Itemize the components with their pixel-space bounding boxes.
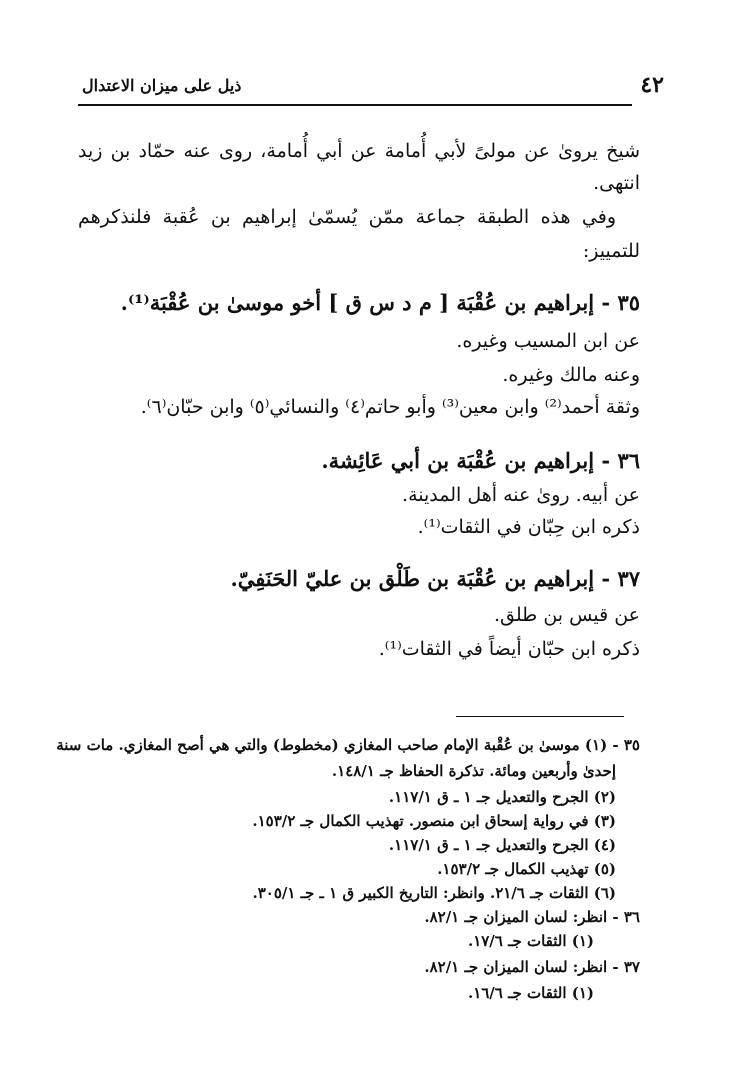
entry-36-line-2: ذكره ابن حِبّان في الثقات⁽¹⁾. [417, 516, 640, 538]
footnote-36: ٣٦ - انظر: لسان الميزان جـ ٨٢/١. [424, 908, 640, 926]
entry-35-line-3: وثقة أحمد⁽²⁾ وابن معين⁽³⁾ وأبو حاتم⁽٤⁾ والنسائي⁽٥⁾ وابن حبّان⁽٦⁾. [140, 396, 640, 418]
header-rule [78, 104, 632, 106]
footnote-35-6: (٦) الثقات جـ ٢١/٦. وانظر: التاريخ الكبير ق ١ ـ جـ ٣٠٥/١. [252, 884, 616, 902]
intro-line-2: انتهى. [593, 172, 640, 194]
entry-37-line-2: ذكره ابن حبّان أيضاً في الثقات⁽¹⁾. [378, 638, 640, 660]
footnote-35-4: (٤) الجرح والتعديل جـ ١ ـ ق ١١٧/١. [388, 836, 616, 854]
intro-line-4: للتمييز: [582, 240, 640, 262]
entry-37-heading: ٣٧ - إبراهيم بن عُقْبَة بن طَلْق بن عليّ الحَنَفِيّ. [230, 566, 640, 591]
entry-36-line-1: عن أبيه. روىٰ عنه أهل المدينة. [402, 484, 640, 506]
page-number: ٤٢ [640, 72, 664, 98]
entry-35-heading: ٣٥ - إبراهيم بن عُقْبَة [ م د س ق ] أخو موسىٰ بن عُقْبَة⁽¹⁾. [120, 290, 640, 315]
intro-line-3: وفي هذه الطبقة جماعة ممّن يُسمّىٰ إبراهيم بن عُقبة فلنذكرهم [78, 206, 616, 228]
running-header-title: ذيل على ميزان الاعتدال [82, 76, 242, 95]
intro-line-1: شيخ يروىٰ عن مولىً لأبي أُمامة عن أبي أُمامة، روى عنه حمّاد بن زيد [78, 140, 640, 162]
footnote-35-3: (٣) في رواية إسحاق ابن منصور. تهذيب الكمال جـ ١٥٣/٢. [252, 812, 616, 830]
entry-37-line-1: عن قيس بن طلق. [493, 604, 640, 626]
footnote-35-1a: ٣٥ - (١) موسىٰ بن عُقْبة الإمام صاحب المغازي (مخطوط) والتي هي أصح المغازي. مات سنة [56, 736, 640, 754]
footnote-37-1: (١) الثقات جـ ١٦/٦. [467, 984, 594, 1002]
footnote-35-1b: إحدىٰ وأربعين ومائة. تذكرة الحفاظ جـ ١٤٨/١. [331, 762, 616, 780]
entry-35-line-1: عن ابن المسيب وغيره. [456, 330, 640, 352]
footnote-37: ٣٧ - انظر: لسان الميزان جـ ٨٢/١. [424, 958, 640, 976]
footnote-35-2: (٢) الجرح والتعديل جـ ١ ـ ق ١١٧/١. [388, 788, 616, 806]
footnote-rule [456, 716, 624, 717]
footnote-35-5: (٥) تهذيب الكمال جـ ١٥٣/٢. [437, 860, 616, 878]
footnote-36-1: (١) الثقات جـ ١٧/٦. [467, 932, 594, 950]
entry-36-heading: ٣٦ - إبراهيم بن عُقْبَة بن أبي عَائِشة. [321, 448, 640, 473]
entry-35-line-2: وعنه مالك وغيره. [502, 364, 640, 386]
